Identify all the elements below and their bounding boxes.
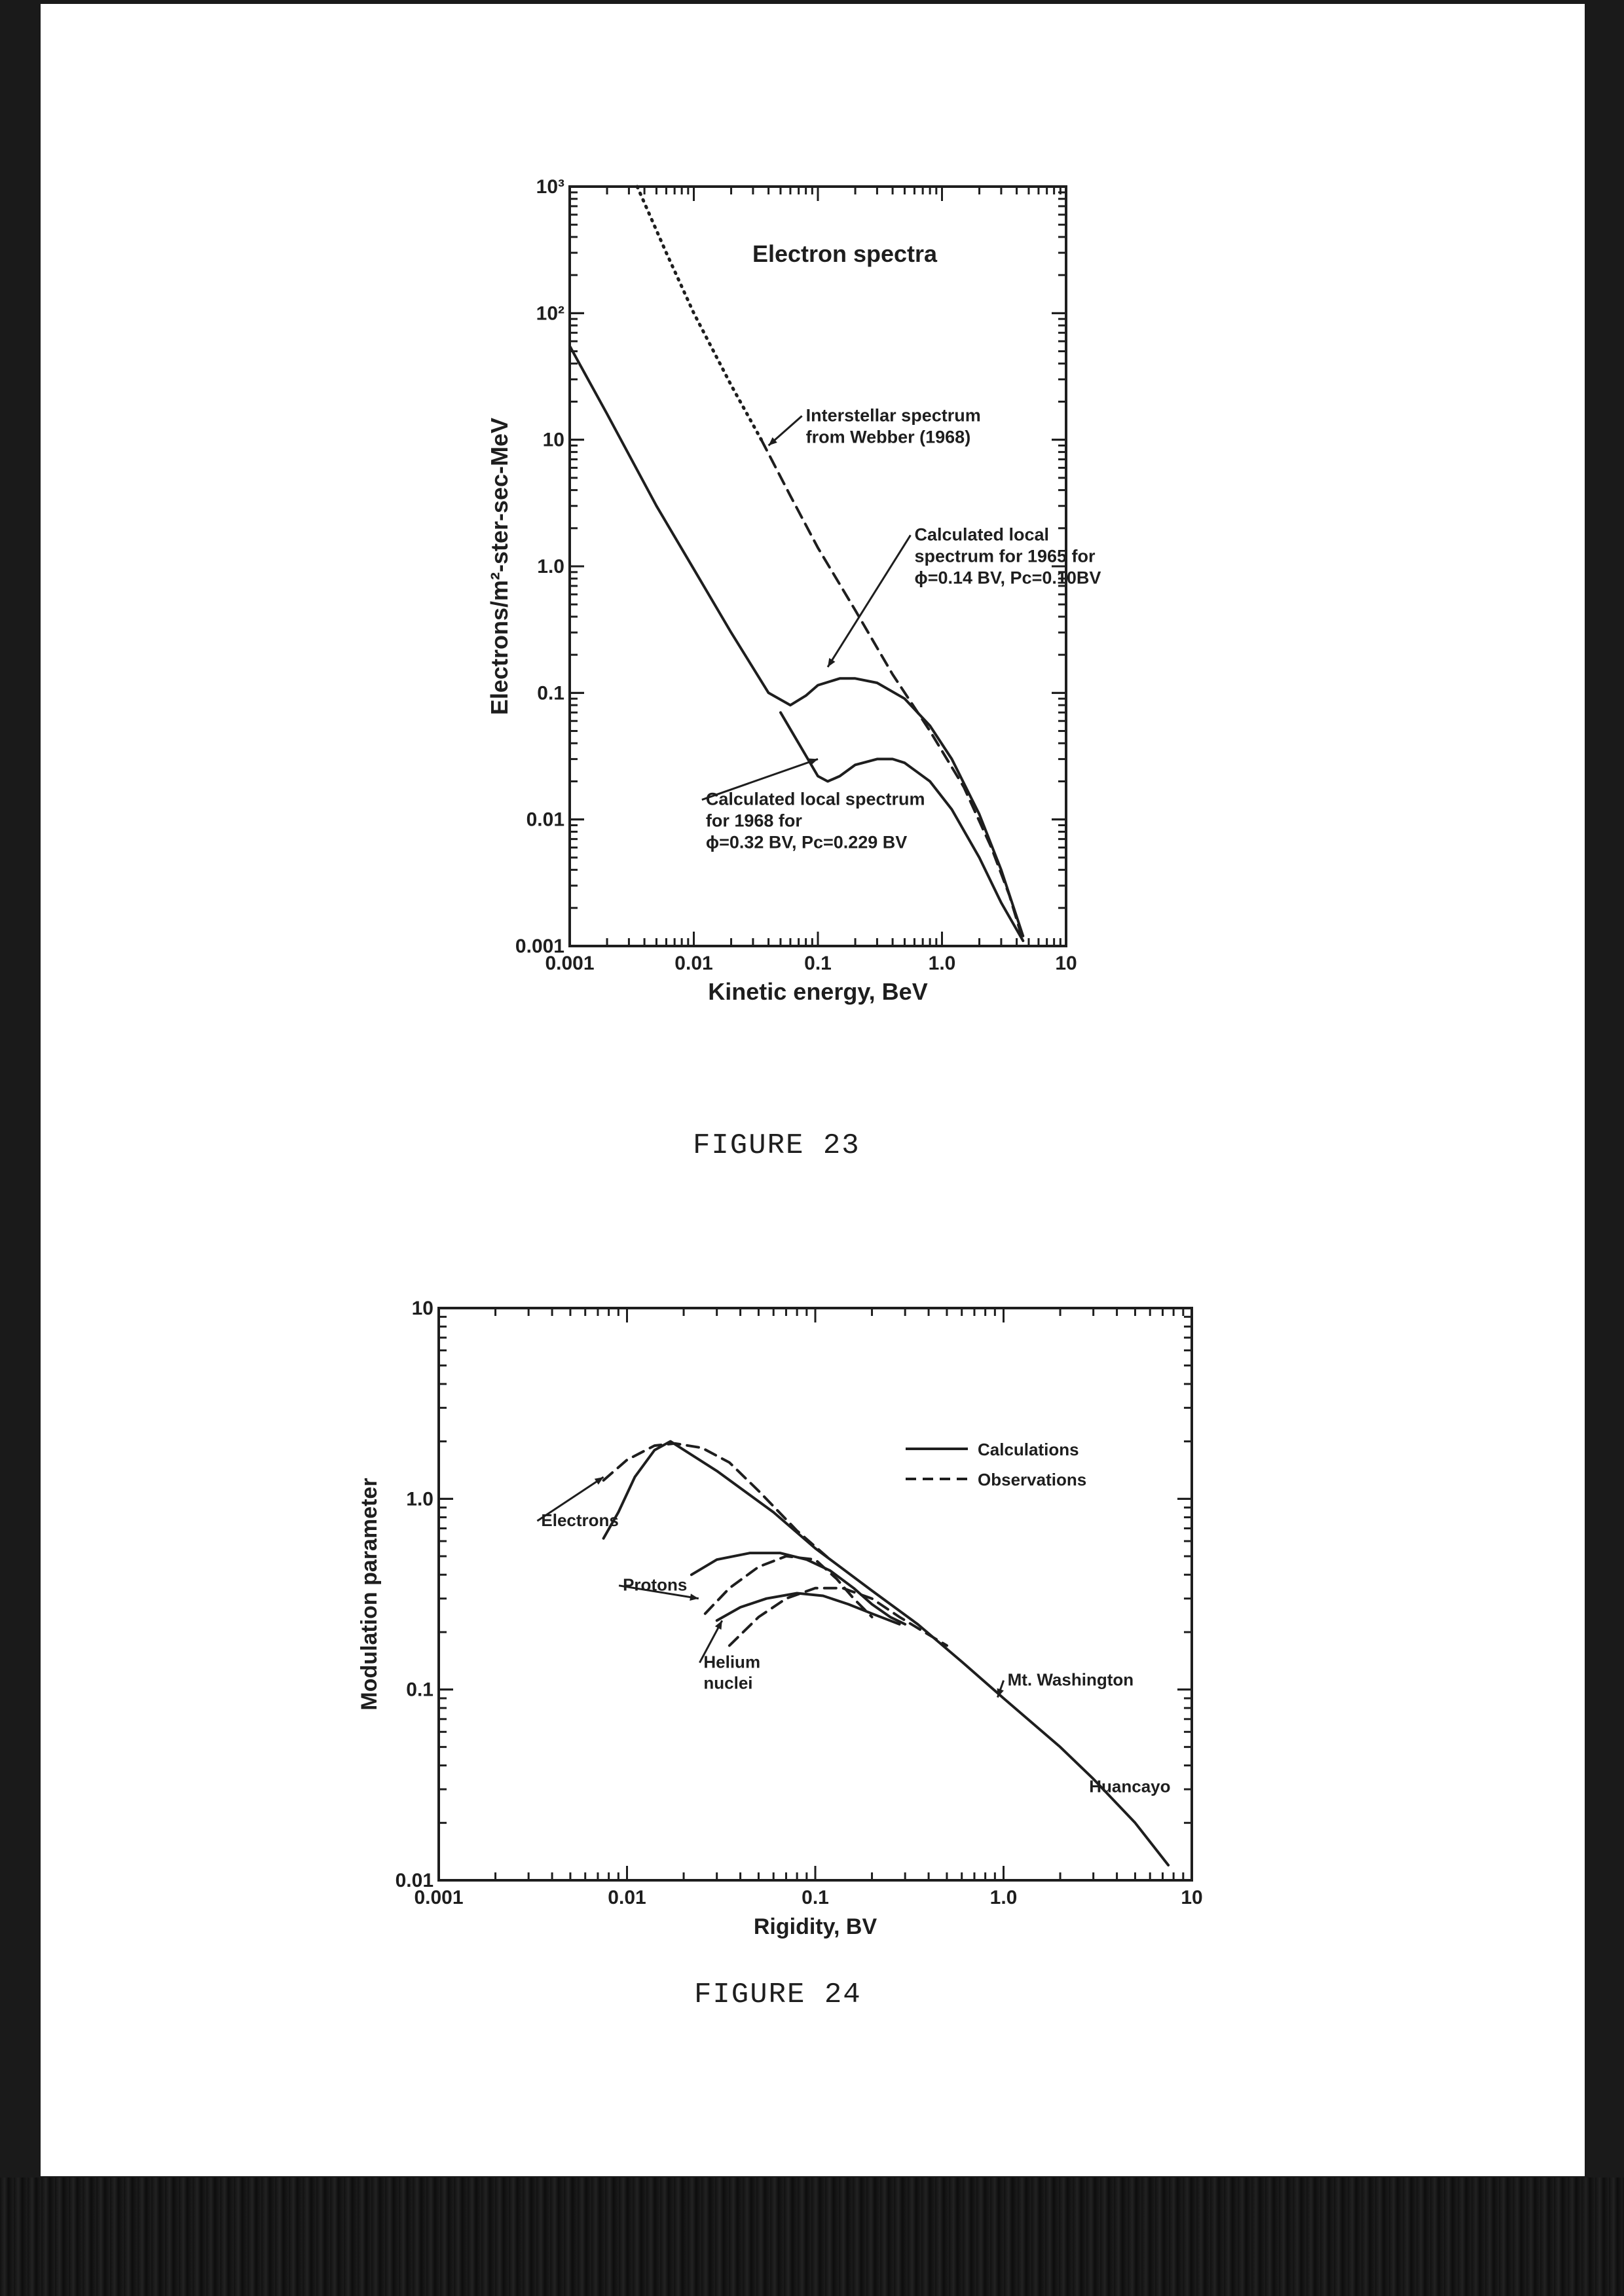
fig23-series-line-4 [781,712,1023,941]
fig23-annotation-1: Interstellar spectrum [805,405,981,426]
fig23-annotation-3: Calculated local spectrum [705,789,925,809]
fig23-y-axis-label: Electrons/m²-ster-sec-MeV [486,417,513,716]
fig23-annotation-3: for 1968 for [705,811,802,831]
fig23-x-tick-label: 0.1 [804,953,832,974]
fig23-x-axis-label: Kinetic energy, BeV [708,978,928,1005]
fig23-annotation-2: spectrum for 1965 for [914,546,1096,566]
fig24-y-tick-label: 0.1 [406,1679,434,1701]
fig24-x-tick-label: 0.001 [414,1887,464,1908]
fig23-y-tick-label: 10 [542,429,564,451]
fig23-x-tick-label: 1.0 [928,953,956,974]
fig24-annotation-1: Electrons [541,1510,619,1530]
fig24-legend-label-2: Observations [978,1470,1087,1489]
fig23-annotation-2: ϕ=0.14 BV, Pc=0.10BV [914,568,1101,588]
fig24-annotation-3: Helium [703,1652,761,1672]
fig24-series-line-6 [729,1588,947,1646]
fig24-y-axis-label: Modulation parameter [357,1478,382,1711]
fig24-x-tick-label: 0.1 [802,1887,829,1908]
fig24-series-line-1 [604,1442,1169,1865]
fig24-y-tick-label: 10 [411,1298,434,1319]
fig23-annotation-1: from Webber (1968) [805,427,971,447]
fig23-y-tick-label: 10² [536,302,564,325]
fig24-series-line-4 [705,1556,872,1617]
fig23-annotation-3: ϕ=0.32 BV, Pc=0.229 BV [705,832,908,852]
fig24-legend-label-1: Calculations [978,1440,1079,1459]
fig23-y-tick-label: 1.0 [537,556,564,577]
figure-24-caption: FIGURE 24 [694,1978,862,2011]
fig24-series-line-2 [604,1444,830,1559]
fig24-annotation-3: nuclei [703,1673,753,1693]
fig24-x-axis-label: Rigidity, BV [753,1914,877,1939]
fig24-annotation-arrowhead-1 [595,1477,604,1485]
fig24-annotation-4: Mt. Washington [1007,1669,1134,1690]
fig24-x-tick-label: 0.01 [608,1887,646,1908]
fig24-annotation-5: Huancayo [1089,1776,1171,1796]
fig23-y-tick-label: 0.01 [526,809,564,831]
fig24-x-tick-label: 10 [1181,1887,1203,1908]
fig23-x-tick-label: 0.01 [674,953,713,974]
fig23-annotation-2: Calculated local [914,524,1050,545]
fig23-x-tick-label: 0.001 [545,953,595,974]
fig24-annotation-arrowhead-2 [690,1594,699,1601]
fig23-y-tick-label: 10³ [536,176,564,198]
fig23-series-line-1 [637,187,762,440]
fig23-annotation-arrow-2 [828,535,910,666]
fig24-x-tick-label: 1.0 [989,1887,1018,1908]
fig23-x-tick-label: 10 [1055,953,1077,974]
fig24-annotation-2: Protons [623,1575,688,1595]
fig24-y-tick-label: 1.0 [406,1488,434,1510]
fig23-y-tick-label: 0.001 [515,936,564,957]
fig24-y-tick-label: 0.01 [395,1870,434,1891]
fig23-chart-title: Electron spectra [752,240,938,267]
fig23-y-tick-label: 0.1 [537,682,564,704]
figure-23-caption: FIGURE 23 [693,1129,860,1162]
